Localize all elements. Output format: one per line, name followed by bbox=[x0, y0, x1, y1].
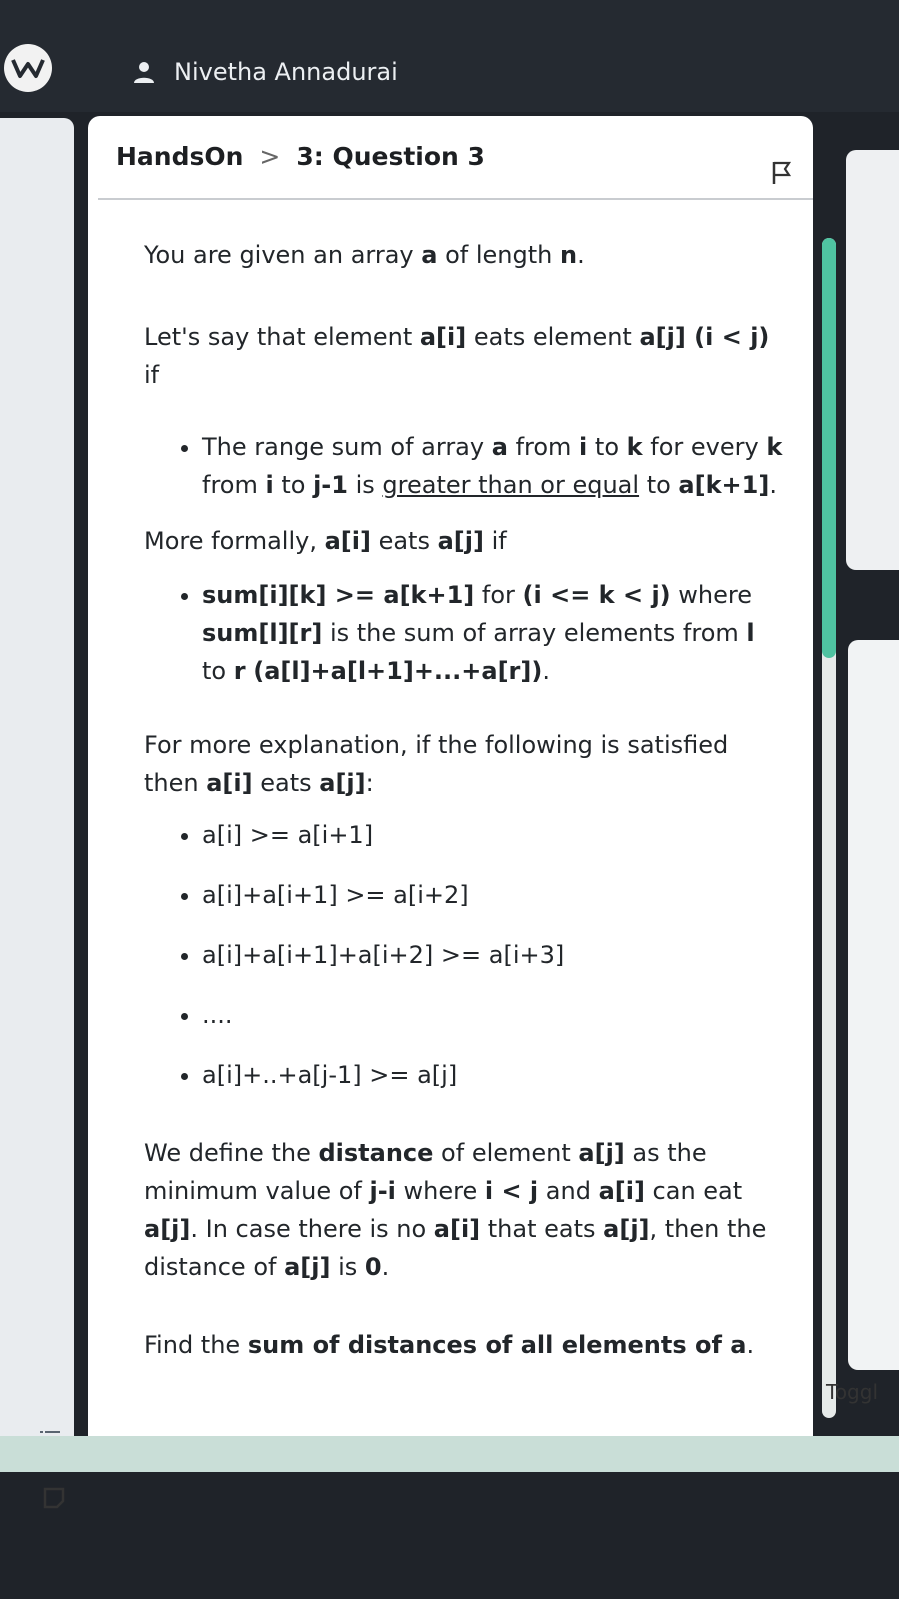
paragraph: Find the sum of distances of all elements of a. bbox=[144, 1331, 755, 1359]
note-icon[interactable] bbox=[42, 1486, 66, 1510]
editor-panel bbox=[846, 150, 899, 570]
bottom-bar bbox=[0, 1436, 899, 1472]
user-menu[interactable] bbox=[132, 58, 398, 86]
divider bbox=[98, 198, 813, 200]
paragraph: You are given an array a of length n. bbox=[144, 241, 585, 269]
user-icon bbox=[132, 60, 156, 84]
paragraph: For more explanation, if the following is satisfied then a[i] eats a[j]: bbox=[144, 731, 729, 797]
left-sidebar bbox=[0, 118, 74, 1448]
paragraph: More formally, a[i] eats a[j] if bbox=[144, 527, 507, 555]
scrollbar-thumb[interactable] bbox=[822, 238, 836, 658]
list-item: • sum[i][k] >= a[k+1] for (i <= k < j) where sum[l][r] is the sum of array elements from l to r (a[l]+a[l+1]+...+a[r]). bbox=[202, 576, 784, 690]
formal-list bbox=[144, 576, 784, 690]
editor-panel-lower bbox=[848, 640, 899, 1370]
flag-icon[interactable] bbox=[771, 160, 793, 186]
list-item: • The range sum of array a from i to k for every k from i to j-1 is greater than or equal to a[k+1]. bbox=[202, 428, 784, 504]
logo-icon[interactable] bbox=[4, 44, 52, 92]
toggle-button[interactable]: Toggl bbox=[826, 1380, 879, 1404]
list-item: • a[i]+a[i+1] >= a[i+2] bbox=[202, 876, 784, 914]
paragraph: We define the distance of element a[j] as the minimum value of j-i where i < j and a[i] can eat a[j]. In case there is no a[i] that eats a[j], then the distance of a[j] is 0. bbox=[144, 1139, 767, 1281]
paragraph: Let's say that element a[i] eats element a[j] (i < j) if bbox=[144, 323, 770, 389]
definition-list bbox=[144, 428, 784, 504]
top-bar bbox=[0, 0, 899, 112]
list-item: • .... bbox=[202, 996, 784, 1034]
scrollbar[interactable] bbox=[822, 238, 836, 1418]
list-item: • a[i] >= a[i+1] bbox=[202, 816, 784, 854]
breadcrumb-current: 3: Question 3 bbox=[296, 142, 485, 171]
breadcrumb-home[interactable]: HandsOn bbox=[116, 142, 244, 171]
user-name: Nivetha Annadurai bbox=[174, 58, 398, 86]
list-item: • a[i]+..+a[j-1] >= a[j] bbox=[202, 1056, 784, 1094]
conditions-list bbox=[144, 816, 784, 1094]
list-item: • a[i]+a[i+1]+a[i+2] >= a[i+3] bbox=[202, 936, 784, 974]
question-card bbox=[88, 116, 813, 1452]
chevron-right-icon: > bbox=[259, 142, 281, 171]
problem-statement bbox=[144, 236, 784, 1364]
breadcrumb bbox=[116, 142, 485, 171]
